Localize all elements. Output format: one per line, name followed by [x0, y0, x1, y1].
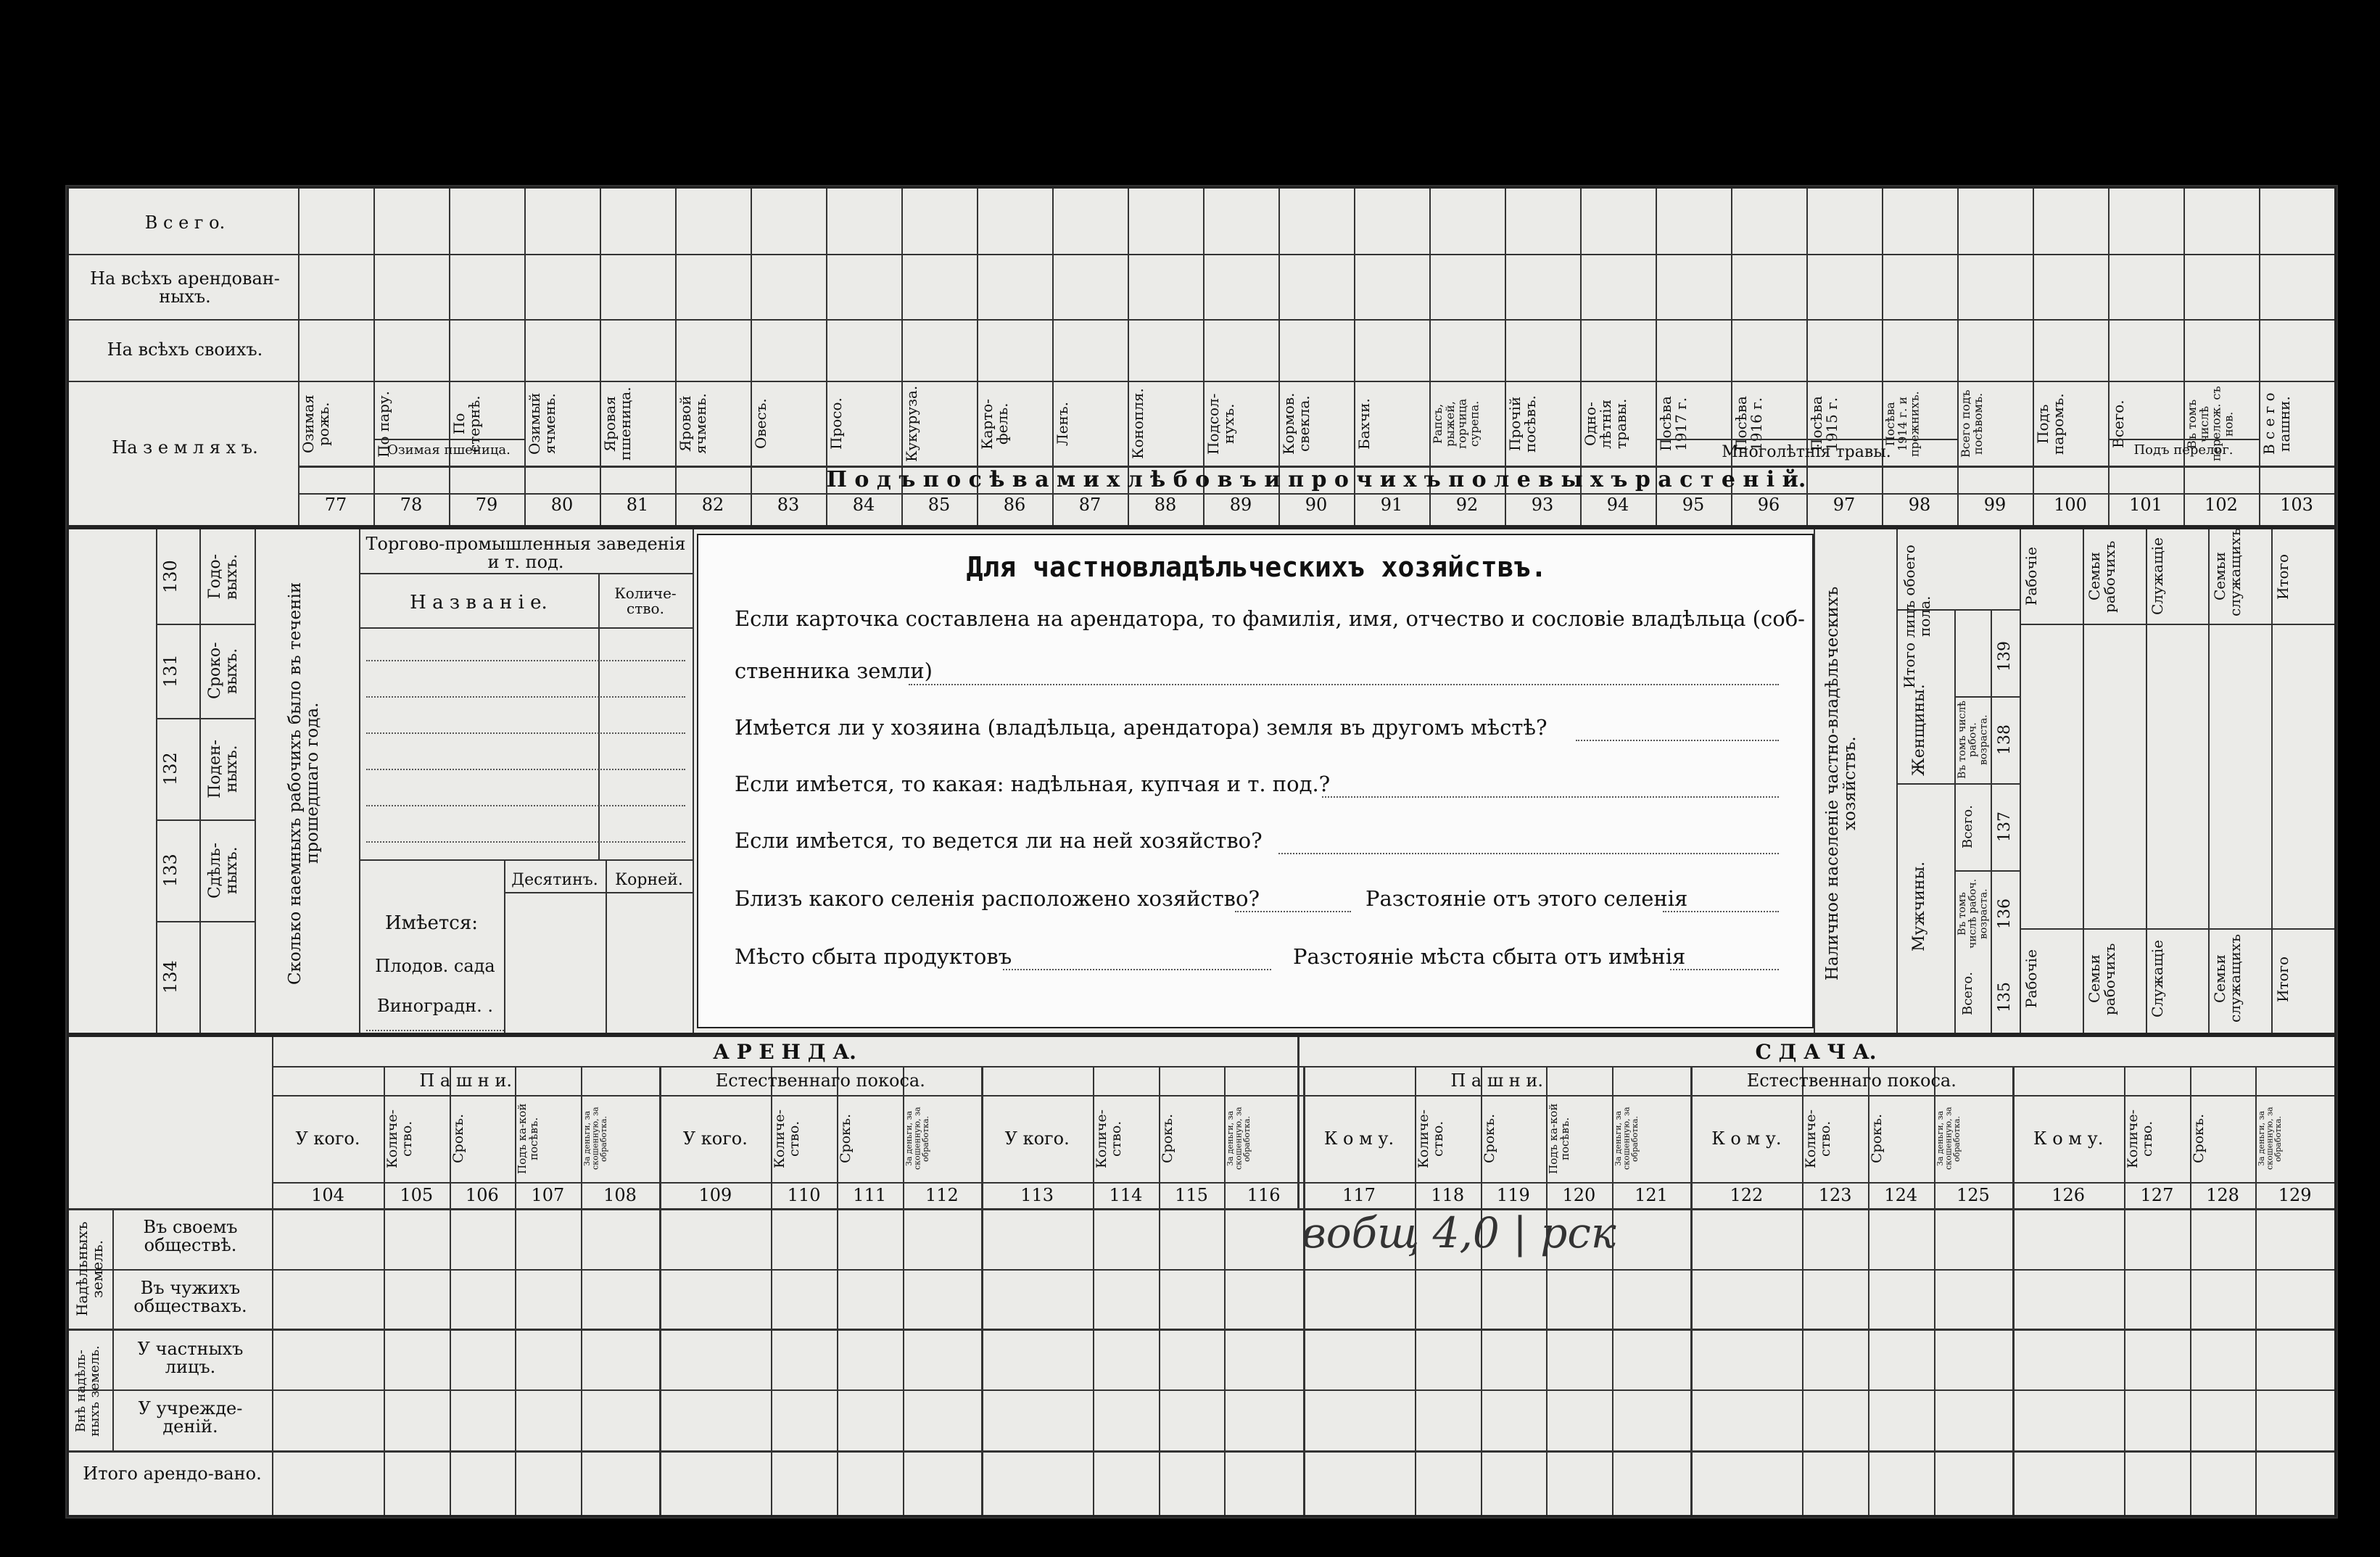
- lease-col-number: 125: [1956, 1185, 1990, 1205]
- crop-column-label: Подсол-нухъ.: [1205, 393, 1237, 455]
- lease-col-header: К о м у.: [2033, 1128, 2104, 1149]
- lease-col-header: За деньги, за скошенную, за обработка.: [582, 1107, 608, 1170]
- worker-col-number: 132: [160, 752, 181, 785]
- dessiatin-header: Десятинъ.: [511, 871, 598, 889]
- crop-column-number: 78: [400, 495, 423, 515]
- staff-col-bottom-label: Рабочiе: [2022, 949, 2040, 1009]
- lease-col-header: Срокъ.: [1159, 1113, 1175, 1164]
- workers-question: Сколько наемныхъ рабочихъ было въ теченiи прошедшаго года.: [286, 582, 323, 985]
- crop-column-label: Яровой ячмень.: [677, 393, 709, 455]
- lease-col-number: 109: [698, 1185, 732, 1205]
- num-138: 138: [1996, 724, 2014, 755]
- trade-title: Торгово-промышленныя заведенiя и т. под.: [365, 534, 686, 573]
- staff-col-bottom-label: Итого: [2274, 956, 2292, 1002]
- crop-column-label: Бахчи.: [1355, 398, 1373, 450]
- crop-column-number: 96: [1757, 495, 1780, 515]
- grid-line: [2020, 624, 2334, 625]
- lease-col-header: У кого.: [295, 1128, 360, 1149]
- lease-col-number: 108: [603, 1185, 637, 1205]
- worker-col-number: 134: [160, 960, 181, 994]
- crop-column-label: Посѣва 1914 г. и прежнихъ.: [1883, 391, 1922, 457]
- grid-line: [659, 1066, 661, 1515]
- crop-column-number: 86: [1003, 495, 1026, 515]
- women-working-age: Въ томъ числѣ рабоч. возраста.: [1957, 701, 1990, 779]
- grid-line: [1656, 439, 1957, 440]
- group-perennial-grass: Многолѣтнiя травы.: [1722, 443, 1891, 461]
- vineyard-label: Виноградн. .: [377, 996, 493, 1016]
- staff-col-top-label: Итого: [2274, 553, 2292, 600]
- lease-col-number: 104: [311, 1185, 344, 1205]
- lease-col-header: За деньги, за скошенную, за обработка.: [1226, 1107, 1252, 1170]
- grid-line: [1303, 1066, 1305, 1515]
- population-label: Наличное населенiе частно-владѣльческихъ хозяйствъ.: [1823, 586, 1860, 980]
- trade-qty-header: Количе-ство.: [614, 585, 677, 617]
- lease-col-number: 123: [1818, 1185, 1852, 1205]
- lease-col-header: За деньги, за скошенную, за обработка.: [1935, 1107, 1962, 1170]
- crop-column-number: 82: [701, 495, 724, 515]
- have-label: Имѣется:: [384, 912, 479, 934]
- crop-column-number: 103: [2280, 495, 2313, 515]
- num-139: 139: [1996, 641, 2014, 672]
- lease-col-header: Срокъ.: [1481, 1113, 1497, 1164]
- row-label-own: На всѣхъ своихъ.: [107, 339, 263, 360]
- staff-col-bottom-label: Семьи рабочихъ: [2085, 943, 2118, 1015]
- private-title: Для частновладѣльческихъ хозяйствъ.: [966, 551, 1548, 583]
- crop-column-label: Подъ паромъ.: [2034, 393, 2067, 455]
- crop-column-number: 97: [1832, 495, 1856, 515]
- men-total: Всего.: [1960, 972, 1975, 1015]
- staff-col-top-label: Служащiе: [2148, 537, 2166, 616]
- crop-column-number: 77: [324, 495, 347, 515]
- crop-column-number: 100: [2054, 495, 2087, 515]
- worker-col-number: 133: [160, 854, 181, 887]
- crop-column-number: 79: [475, 495, 498, 515]
- crop-column-label: По пару.: [375, 390, 392, 458]
- crop-column-label: По стернѣ.: [450, 395, 483, 453]
- total-both-sexes: Итого лицъ обоего пола.: [1901, 545, 1933, 688]
- top-crops-table: [67, 186, 2336, 527]
- worker-col-label: Годо-выхъ.: [206, 553, 241, 600]
- roots-header: Корней.: [615, 871, 683, 889]
- crop-column-label: Въ томъ числѣ перелож. съ нов.: [2185, 386, 2236, 462]
- sdacha-title: С Д А Ч А.: [1755, 1040, 1877, 1064]
- lease-col-header: Количе-ство.: [384, 1109, 415, 1168]
- crop-column-number: 83: [777, 495, 800, 515]
- lease-col-header: Подъ ка-кой посѣвъ.: [516, 1103, 540, 1174]
- group-fallow: Подъ перелог.: [2133, 442, 2234, 458]
- crop-column-number: 102: [2205, 495, 2238, 515]
- grid-line: [2012, 1066, 2015, 1515]
- lease-col-number: 112: [925, 1185, 959, 1205]
- crop-column-number: 87: [1078, 495, 1102, 515]
- census-card: [65, 185, 2338, 1519]
- crop-column-label: Кормов. свекла.: [1280, 392, 1313, 455]
- lease-col-number: 124: [1884, 1185, 1918, 1205]
- question-market-distance: Разстоянiе мѣста сбыта отъ имѣнiя: [1293, 944, 1686, 969]
- lease-col-number: 126: [2051, 1185, 2086, 1205]
- lease-col-number: 117: [1342, 1185, 1376, 1205]
- lease-col-header: К о м у.: [1323, 1128, 1394, 1149]
- staff-col-top-label: Рабочiе: [2022, 547, 2040, 606]
- lease-col-number: 127: [2140, 1185, 2174, 1205]
- lease-col-number: 121: [1635, 1185, 1668, 1205]
- crop-column-label: Всего.: [2110, 400, 2127, 448]
- worker-col-label: [207, 928, 247, 1025]
- lease-col-header: Количе-ство.: [772, 1109, 803, 1168]
- lease-col-number: 111: [853, 1185, 887, 1205]
- question-village: Близъ какого селенiя расположено хозяйство?: [735, 886, 1260, 911]
- grid-line: [981, 1066, 983, 1515]
- crop-column-number: 99: [1983, 495, 2007, 515]
- lease-col-number: 107: [531, 1185, 565, 1205]
- women-total: Всего.: [1960, 805, 1975, 848]
- lease-col-number: 129: [2278, 1185, 2312, 1205]
- crop-column-number: 84: [852, 495, 875, 515]
- worker-col-number: 131: [160, 654, 181, 687]
- crop-column-number: 95: [1682, 495, 1705, 515]
- question-farming: Если имѣется, то ведется ли на ней хозяйство?: [735, 828, 1263, 853]
- staff-col-bottom-label: Служащiе: [2148, 940, 2166, 1018]
- lease-col-number: 114: [1109, 1185, 1143, 1205]
- row-other-societies: Въ чужихъ обществахъ.: [133, 1278, 247, 1317]
- group-winter-wheat: Озимая пшеница.: [387, 442, 511, 458]
- lease-col-number: 106: [465, 1185, 499, 1205]
- crop-column-label: Просо.: [827, 397, 845, 450]
- lease-col-header: Подъ ка-кой посѣвъ.: [1547, 1103, 1571, 1174]
- lease-col-number: 105: [400, 1185, 434, 1205]
- row-institutions: У учрежде-денiй.: [138, 1398, 243, 1437]
- crop-column-label: Озимая рожь.: [299, 395, 332, 453]
- lease-col-header: Количе-ство.: [1803, 1109, 1834, 1168]
- row-own-society: Въ своемъ обществѣ.: [143, 1217, 238, 1256]
- crop-column-label: Кукуруза.: [903, 385, 920, 462]
- crops-band-title: П о д ъ п о с ѣ в а м и х л ѣ б о в ъ и п р о ч и х ъ п о л е в ы х ъ р а с т е н i й.: [826, 467, 1806, 492]
- arenda-title: А Р Е Н Д А.: [713, 1040, 856, 1064]
- group-allotment-lands: Надѣльныхъ земель.: [73, 1221, 106, 1317]
- crop-column-label: В с е г о пашни.: [2260, 392, 2293, 455]
- num-136: 136: [1996, 899, 2014, 929]
- middle-section: [67, 527, 2336, 1035]
- lease-col-number: 116: [1247, 1185, 1281, 1205]
- grid-line: [2271, 529, 2273, 1033]
- lease-col-number: 113: [1020, 1185, 1054, 1205]
- rent-lease-table: [67, 1035, 2336, 1517]
- crop-column-label: Конопля.: [1129, 388, 1146, 460]
- private-farms-box: [697, 534, 1814, 1028]
- lease-col-header: Количе-ство.: [2125, 1109, 2156, 1168]
- num-135: 135: [1996, 982, 2014, 1012]
- trade-name-header: Н а з в а н i е.: [410, 592, 548, 614]
- lease-col-header: У кого.: [682, 1128, 748, 1149]
- lease-col-header: К о м у.: [1711, 1128, 1782, 1149]
- men-working-age: Въ томъ числѣ рабоч. возраста.: [1957, 878, 1990, 949]
- grid-line: [1690, 1066, 1693, 1515]
- lease-col-header: Срокъ.: [837, 1113, 854, 1164]
- lease-col-number: 110: [787, 1185, 821, 1205]
- lease-col-header: Срокъ.: [2190, 1113, 2207, 1164]
- row-total-rented: Итого арендо-вано.: [83, 1463, 262, 1484]
- lease-col-header: За деньги, за скошенную, за обработка.: [2257, 1107, 2284, 1170]
- lease-col-number: 122: [1730, 1185, 1764, 1205]
- lease-col-header: За деньги, за скошенную, за обработка.: [1613, 1107, 1640, 1170]
- grid-line: [2146, 529, 2147, 1033]
- crop-column-number: 90: [1305, 495, 1328, 515]
- crop-column-label: Одно-лѣтнiя травы.: [1582, 398, 1629, 450]
- row-label-lands: На з е м л я х ъ.: [112, 437, 258, 458]
- worker-col-label: Сроко-выхъ.: [206, 642, 241, 700]
- lease-col-header: За деньги, за скошенную, за обработка.: [904, 1107, 930, 1170]
- men-label: Мужчины.: [1910, 861, 1928, 952]
- crop-column-number: 94: [1606, 495, 1629, 515]
- lease-col-header: У кого.: [1004, 1128, 1070, 1149]
- handwritten-entry: вобщ 4,0 | рск: [1302, 1208, 1616, 1257]
- crop-column-number: 81: [626, 495, 649, 515]
- crop-column-label: Ленъ.: [1054, 402, 1071, 446]
- orchard-label: Плодов. сада: [375, 956, 495, 976]
- grid-line: [2083, 529, 2084, 1033]
- group-nonallotment-lands: Внѣ надѣль-ныхъ земель.: [73, 1345, 102, 1437]
- crop-column-label: Яровая пшеница.: [601, 387, 634, 461]
- crop-column-label: Прочiй посѣвъ.: [1506, 395, 1539, 453]
- sdacha-arable-header: П а ш н и.: [1450, 1070, 1544, 1091]
- crop-column-label: Карто-фель.: [978, 398, 1011, 450]
- crop-column-number: 88: [1154, 495, 1177, 515]
- row-private-persons: У частныхъ лицъ.: [137, 1339, 244, 1378]
- num-137: 137: [1996, 811, 2014, 842]
- grid-line: [373, 439, 524, 440]
- lease-col-header: Количе-ство.: [1415, 1109, 1446, 1168]
- grid-line: [2108, 439, 2259, 440]
- lease-col-number: 120: [1562, 1185, 1596, 1205]
- question-village-distance: Разстоянiе отъ этого селенiя: [1365, 886, 1688, 911]
- women-label: Женщины.: [1910, 684, 1928, 776]
- crop-column-number: 92: [1455, 495, 1479, 515]
- lease-col-header: Количе-ство.: [1094, 1109, 1125, 1168]
- arenda-arable-header: П а ш н и.: [419, 1070, 513, 1091]
- worker-col-label: Сдѣль-ныхъ.: [206, 842, 241, 899]
- crop-column-label: Посѣва 1915 г.: [1808, 396, 1840, 452]
- question-other-land: Имѣется ли у хозяина (владѣльца, арендатора) земля въ другомъ мѣстѣ?: [735, 715, 1548, 740]
- sdacha-hay-header: Естественнаго покоса.: [1746, 1070, 1957, 1091]
- question-market: Мѣсто сбыта продуктовъ: [735, 944, 1012, 969]
- question-owner-2: ственника земли): [735, 658, 933, 683]
- row-label-rented: На всѣхъ арендован-ныхъ.: [90, 268, 280, 307]
- crop-column-label: Овесъ.: [752, 398, 769, 450]
- question-land-type: Если имѣется, то какая: надѣльная, купчая и т. под.?: [735, 772, 1331, 796]
- worker-col-number: 130: [160, 560, 181, 593]
- staff-col-bottom-label: Семьи служащихъ: [2211, 934, 2244, 1023]
- crop-column-label: Озимый ячмень.: [526, 392, 558, 455]
- lease-col-number: 128: [2206, 1185, 2239, 1205]
- grid-line: [2208, 529, 2210, 1033]
- crop-column-label: Посѣва 1917 г.: [1657, 396, 1690, 452]
- crop-column-number: 91: [1380, 495, 1403, 515]
- question-owner-1: Если карточка составлена на арендатора, то фамилiя, имя, отчество и сословiе владѣльца (соб-: [735, 606, 1805, 631]
- row-label-total: В с е г о.: [144, 212, 226, 233]
- lease-col-number: 118: [1431, 1185, 1465, 1205]
- worker-col-label: Поден-ныхъ.: [206, 739, 241, 798]
- crop-column-number: 93: [1531, 495, 1554, 515]
- crop-column-number: 98: [1908, 495, 1931, 515]
- crop-column-number: 85: [927, 495, 951, 515]
- staff-col-top-label: Семьи служащихъ: [2211, 528, 2244, 616]
- crop-column-label: Всего подъ посѣвомъ.: [1959, 389, 1985, 458]
- crop-column-number: 89: [1229, 495, 1252, 515]
- lease-col-number: 119: [1496, 1185, 1530, 1205]
- crop-column-number: 101: [2129, 495, 2162, 515]
- lease-col-header: Срокъ.: [450, 1113, 466, 1164]
- grid-line: [2020, 928, 2334, 930]
- arenda-hay-header: Естественнаго покоса.: [715, 1070, 925, 1091]
- staff-col-top-label: Семьи рабочихъ: [2085, 540, 2118, 613]
- crop-column-label: Посѣва 1916 г.: [1732, 396, 1765, 452]
- crop-column-label: Рапсъ, рыжей, горчица сурепа.: [1431, 398, 1482, 450]
- lease-col-number: 115: [1175, 1185, 1208, 1205]
- lease-col-header: Срокъ.: [1868, 1113, 1885, 1164]
- crop-column-number: 80: [550, 495, 574, 515]
